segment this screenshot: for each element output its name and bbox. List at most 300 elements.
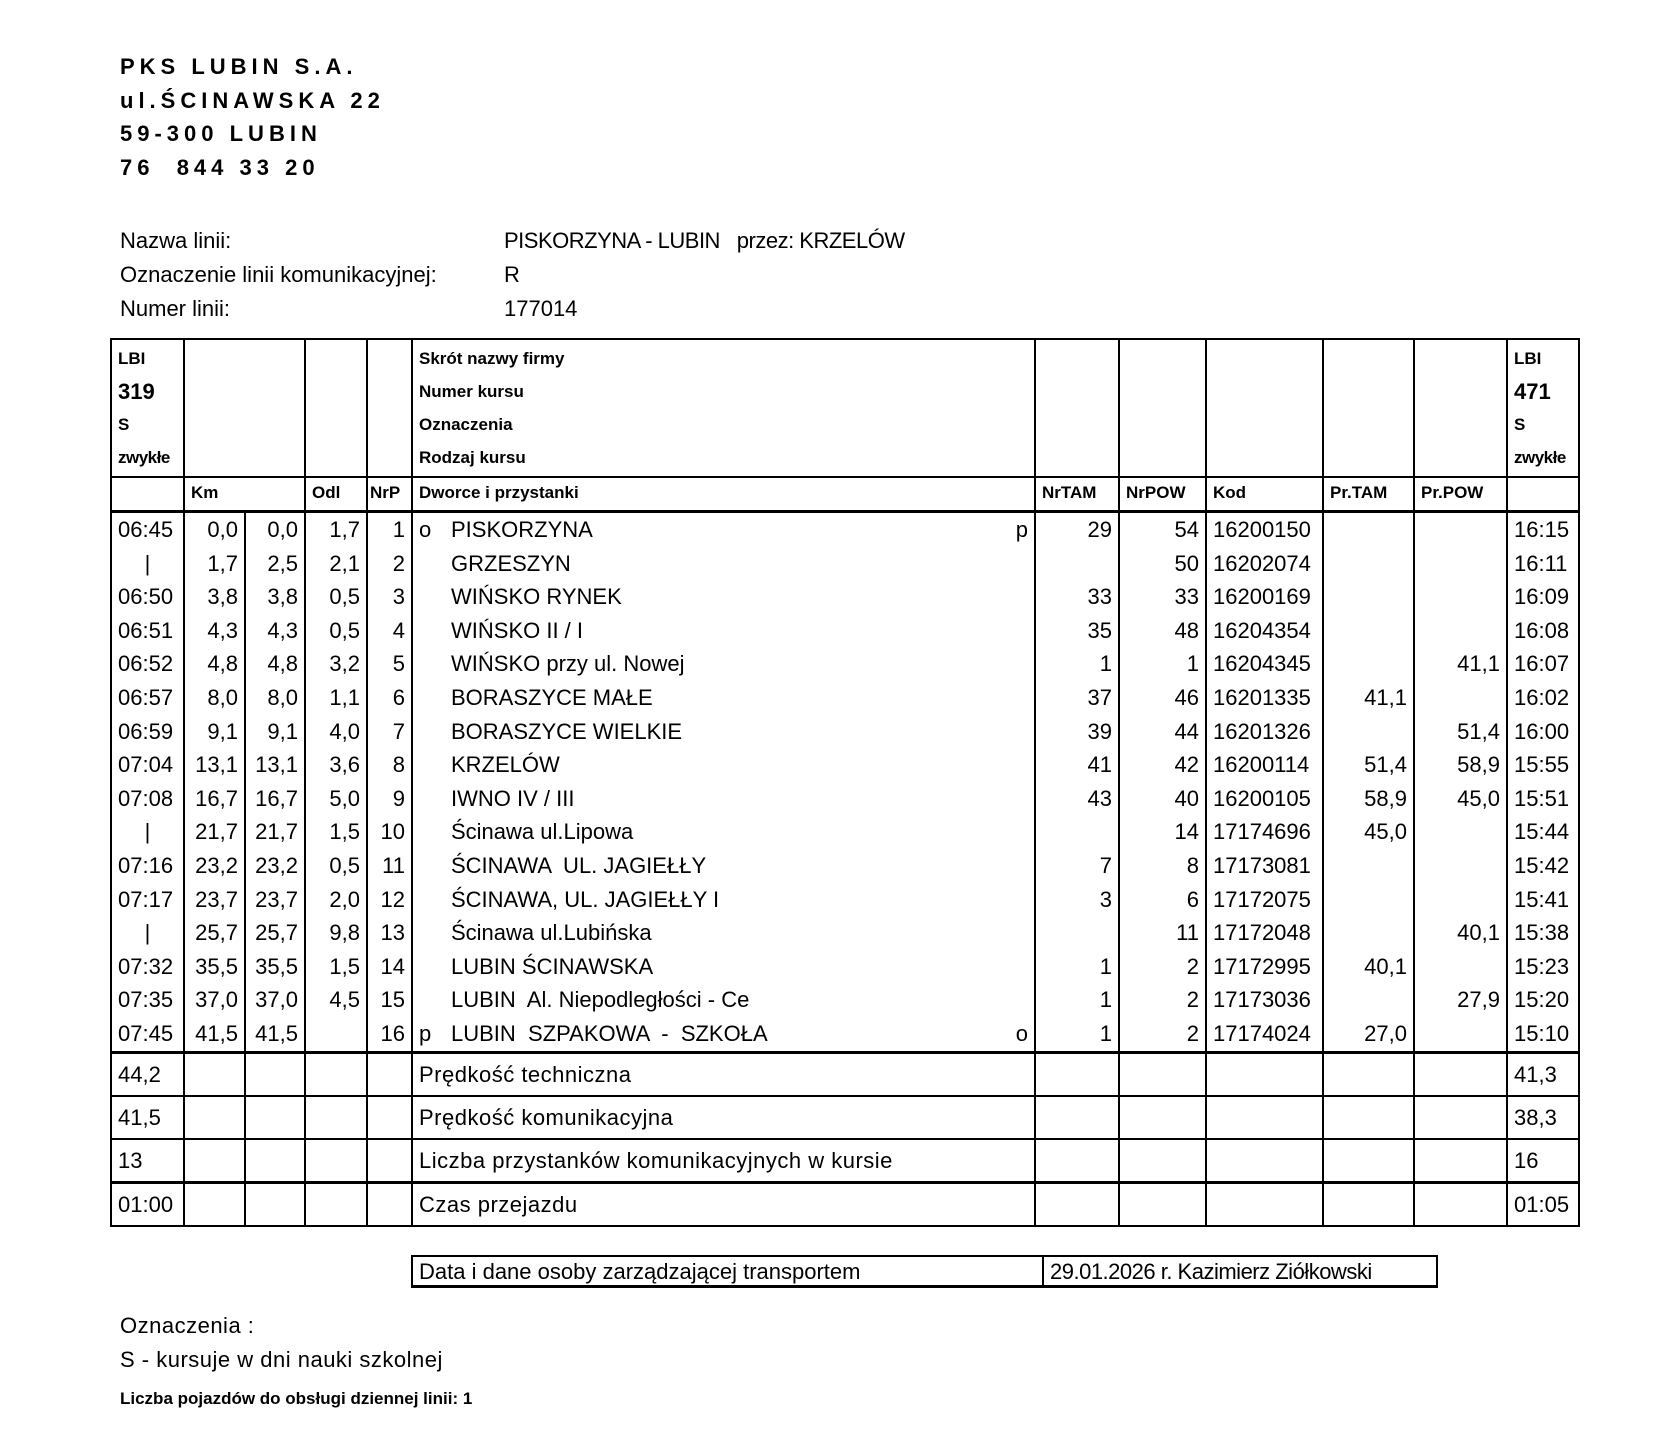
- km-cell: 23,7: [184, 883, 245, 917]
- header-empty-nrtam: [1035, 339, 1119, 477]
- prtam-cell: [1323, 983, 1414, 1017]
- summary-empty: [367, 1139, 412, 1183]
- time-out-cell: 06:57: [111, 681, 184, 715]
- summary-empty: [245, 1182, 305, 1226]
- timetable-row: [111, 1017, 1579, 1052]
- prtam-cell: 27,0: [1323, 1017, 1414, 1052]
- nrpow-cell: 48: [1119, 614, 1206, 648]
- distance-cell: 1,1: [305, 681, 367, 715]
- km-cumulative-cell: 3,8: [245, 580, 305, 614]
- stop-code-cell: 17173081: [1206, 849, 1323, 883]
- time-back-cell: 15:41: [1507, 883, 1579, 917]
- time-back-cell: 16:15: [1507, 512, 1579, 547]
- prpow-cell: 40,1: [1414, 916, 1507, 950]
- legend-item: S - kursuje w dni nauki szkolnej: [120, 1347, 443, 1372]
- prpow-cell: [1414, 512, 1507, 547]
- nrpow-cell: 33: [1119, 580, 1206, 614]
- nrpow-cell: 8: [1119, 849, 1206, 883]
- prpow-cell: [1414, 815, 1507, 849]
- timetable-row: [111, 647, 1579, 681]
- summary-empty: [1414, 1139, 1507, 1183]
- time-out-cell: 06:52: [111, 647, 184, 681]
- course-left-cell: [111, 339, 184, 477]
- station-name: WIŃSKO II / I: [451, 617, 584, 643]
- km-cell: 23,2: [184, 849, 245, 883]
- km-cell: 35,5: [184, 950, 245, 984]
- summary-label: Liczba przystanków komunikacyjnych w kursie: [412, 1139, 1035, 1183]
- km-cumulative-cell: 9,1: [245, 715, 305, 749]
- summary-empty: [184, 1182, 245, 1226]
- summary-right-value: 38,3: [1507, 1096, 1579, 1139]
- nrtam-cell: 41: [1035, 748, 1119, 782]
- distance-cell: 0,5: [305, 614, 367, 648]
- time-out-cell: 07:35: [111, 983, 184, 1017]
- stop-number-cell: 13: [367, 916, 412, 950]
- legend-title: Oznaczenia :: [120, 1313, 255, 1338]
- nrtam-cell: [1035, 916, 1119, 950]
- stop-number-cell: 12: [367, 883, 412, 917]
- station-cell: [412, 748, 1035, 782]
- distance-cell: 0,5: [305, 849, 367, 883]
- prpow-cell: [1414, 681, 1507, 715]
- summary-empty: [305, 1096, 367, 1139]
- course-header-row: [111, 339, 1579, 477]
- summary-empty: [367, 1096, 412, 1139]
- timetable-row: [111, 782, 1579, 816]
- time-back-cell: 16:08: [1507, 614, 1579, 648]
- timetable-row: [111, 681, 1579, 715]
- course-left-company: LBI: [118, 349, 146, 368]
- nrtam-cell: 1: [1035, 983, 1119, 1017]
- time-out-cell: 07:32: [111, 950, 184, 984]
- line-designation-label: Oznaczenie linii komunikacyjnej:: [120, 262, 437, 287]
- summary-empty: [1414, 1182, 1507, 1226]
- km-cell: 16,7: [184, 782, 245, 816]
- summary-empty: [305, 1052, 367, 1096]
- stop-code-cell: 16200169: [1206, 580, 1323, 614]
- summary-row: [111, 1052, 1579, 1096]
- distance-cell: 9,8: [305, 916, 367, 950]
- col-header-time-out: [111, 477, 184, 512]
- prtam-cell: [1323, 614, 1414, 648]
- summary-empty: [1206, 1139, 1323, 1183]
- stop-code-cell: 16201335: [1206, 681, 1323, 715]
- km-cell: 21,7: [184, 815, 245, 849]
- time-out-cell: 07:16: [111, 849, 184, 883]
- distance-cell: 3,6: [305, 748, 367, 782]
- nrpow-cell: 50: [1119, 547, 1206, 581]
- station-name: IWNO IV / III: [451, 785, 575, 811]
- summary-empty: [1414, 1052, 1507, 1096]
- stop-code-cell: 16202074: [1206, 547, 1323, 581]
- km-cell: 13,1: [184, 748, 245, 782]
- summary-left-value: 41,5: [111, 1096, 184, 1139]
- station-cell: [412, 715, 1035, 749]
- stop-number-cell: 7: [367, 715, 412, 749]
- summary-empty: [1035, 1139, 1119, 1183]
- km-cumulative-cell: 8,0: [245, 681, 305, 715]
- summary-empty: [1206, 1182, 1323, 1226]
- prpow-cell: 58,9: [1414, 748, 1507, 782]
- summary-row: [111, 1182, 1579, 1226]
- station-cell: [412, 614, 1035, 648]
- summary-empty: [367, 1182, 412, 1226]
- km-cell: 41,5: [184, 1017, 245, 1052]
- timetable-row: [111, 849, 1579, 883]
- time-out-cell: |: [111, 547, 184, 581]
- time-back-cell: 15:23: [1507, 950, 1579, 984]
- summary-left-value: 01:00: [111, 1182, 184, 1226]
- summary-empty: [1323, 1096, 1414, 1139]
- label-company-short: Skrót nazwy firmy: [419, 349, 565, 368]
- summary-label: Prędkość komunikacyjna: [412, 1096, 1035, 1139]
- prpow-cell: 41,1: [1414, 647, 1507, 681]
- col-header-odl: Odl: [305, 477, 367, 512]
- summary-empty: [184, 1052, 245, 1096]
- station-cell: [412, 547, 1035, 581]
- prtam-cell: 45,0: [1323, 815, 1414, 849]
- station-name: GRZESZYN: [451, 550, 571, 576]
- prpow-cell: [1414, 1017, 1507, 1052]
- km-cell: 8,0: [184, 681, 245, 715]
- time-back-cell: 15:51: [1507, 782, 1579, 816]
- stop-number-cell: 8: [367, 748, 412, 782]
- summary-empty: [184, 1096, 245, 1139]
- manager-value: 29.01.2026 r. Kazimierz Ziółkowski: [1050, 1259, 1372, 1284]
- station-cell: [412, 815, 1035, 849]
- station-cell: [412, 1017, 1035, 1052]
- time-out-cell: 06:50: [111, 580, 184, 614]
- distance-cell: 4,0: [305, 715, 367, 749]
- nrpow-cell: 2: [1119, 950, 1206, 984]
- km-cumulative-cell: 23,2: [245, 849, 305, 883]
- header-empty-km: [184, 339, 305, 477]
- distance-cell: [305, 1017, 367, 1052]
- prpow-cell: [1414, 950, 1507, 984]
- km-cell: 1,7: [184, 547, 245, 581]
- summary-label: Prędkość techniczna: [412, 1052, 1035, 1096]
- km-cell: 0,0: [184, 512, 245, 547]
- station-cell: [412, 983, 1035, 1017]
- line-number-label: Numer linii:: [120, 296, 231, 321]
- prtam-cell: 58,9: [1323, 782, 1414, 816]
- km-cell: 4,8: [184, 647, 245, 681]
- company-name: PKS LUBIN S.A.: [120, 54, 358, 79]
- timetable-row: [111, 580, 1579, 614]
- timetable: [110, 338, 1580, 1227]
- station-cell: [412, 883, 1035, 917]
- km-cumulative-cell: 16,7: [245, 782, 305, 816]
- prtam-cell: [1323, 580, 1414, 614]
- course-labels-cell: [412, 339, 1035, 477]
- prtam-cell: [1323, 547, 1414, 581]
- summary-right-value: 41,3: [1507, 1052, 1579, 1096]
- header-empty-nrpow: [1119, 339, 1206, 477]
- station-name: BORASZYCE WIELKIE: [451, 718, 683, 744]
- stop-number-cell: 9: [367, 782, 412, 816]
- col-header-km: Km: [184, 477, 305, 512]
- nrtam-cell: 1: [1035, 647, 1119, 681]
- km-cell: 37,0: [184, 983, 245, 1017]
- course-left-number: 319: [118, 379, 155, 404]
- nrpow-cell: 54: [1119, 512, 1206, 547]
- time-out-cell: |: [111, 916, 184, 950]
- km-cell: 3,8: [184, 580, 245, 614]
- stop-code-cell: 17172995: [1206, 950, 1323, 984]
- km-cumulative-cell: 4,8: [245, 647, 305, 681]
- nrtam-cell: [1035, 815, 1119, 849]
- company-city: 59-300 LUBIN: [120, 121, 322, 146]
- vehicles-count: Liczba pojazdów do obsługi dziennej linii: 1: [120, 1389, 473, 1408]
- summary-empty: [367, 1052, 412, 1096]
- nrtam-cell: 33: [1035, 580, 1119, 614]
- nrtam-cell: 37: [1035, 681, 1119, 715]
- time-out-cell: 07:17: [111, 883, 184, 917]
- nrtam-cell: 1: [1035, 950, 1119, 984]
- station-name: WIŃSKO RYNEK: [451, 584, 622, 610]
- line-name-label: Nazwa linii:: [120, 228, 232, 253]
- time-back-cell: 15:38: [1507, 916, 1579, 950]
- distance-cell: 1,7: [305, 512, 367, 547]
- km-cell: 4,3: [184, 614, 245, 648]
- summary-empty: [1414, 1096, 1507, 1139]
- distance-cell: 5,0: [305, 782, 367, 816]
- course-right-cell: [1507, 339, 1579, 477]
- stop-code-cell: 17174696: [1206, 815, 1323, 849]
- prtam-cell: [1323, 512, 1414, 547]
- stop-number-cell: 6: [367, 681, 412, 715]
- station-mark-left: o: [419, 517, 432, 542]
- station-mark-right: p: [1015, 517, 1028, 542]
- prtam-cell: [1323, 916, 1414, 950]
- stop-number-cell: 14: [367, 950, 412, 984]
- time-back-cell: 15:44: [1507, 815, 1579, 849]
- prtam-cell: 40,1: [1323, 950, 1414, 984]
- time-back-cell: 15:20: [1507, 983, 1579, 1017]
- station-name: BORASZYCE MAŁE: [451, 684, 653, 710]
- col-header-prpow: Pr.POW: [1414, 477, 1507, 512]
- km-cumulative-cell: 21,7: [245, 815, 305, 849]
- col-header-nrpow: NrPOW: [1119, 477, 1206, 512]
- summary-empty: [1035, 1052, 1119, 1096]
- stop-number-cell: 1: [367, 512, 412, 547]
- km-cumulative-cell: 13,1: [245, 748, 305, 782]
- summary-empty: [1119, 1182, 1206, 1226]
- stop-number-cell: 2: [367, 547, 412, 581]
- station-mark-left: p: [419, 1020, 432, 1046]
- stop-number-cell: 5: [367, 647, 412, 681]
- time-out-cell: 06:59: [111, 715, 184, 749]
- station-cell: [412, 681, 1035, 715]
- nrpow-cell: 1: [1119, 647, 1206, 681]
- nrpow-cell: 42: [1119, 748, 1206, 782]
- timetable-row: [111, 512, 1579, 547]
- summary-row: [111, 1139, 1579, 1183]
- nrtam-cell: 29: [1035, 512, 1119, 547]
- summary-left-value: 13: [111, 1139, 184, 1183]
- time-out-cell: 06:51: [111, 614, 184, 648]
- label-course-number: Numer kursu: [419, 382, 524, 401]
- label-course-type: Rodzaj kursu: [419, 448, 526, 467]
- time-out-cell: |: [111, 815, 184, 849]
- prpow-cell: 45,0: [1414, 782, 1507, 816]
- km-cumulative-cell: 23,7: [245, 883, 305, 917]
- prpow-cell: [1414, 580, 1507, 614]
- stop-number-cell: 16: [367, 1017, 412, 1052]
- timetable-row: [111, 916, 1579, 950]
- company-phone: 76 844 33 20: [120, 155, 320, 180]
- summary-empty: [305, 1139, 367, 1183]
- station-cell: [412, 647, 1035, 681]
- station-cell: [412, 950, 1035, 984]
- timetable-row: [111, 547, 1579, 581]
- km-cell: 9,1: [184, 715, 245, 749]
- nrpow-cell: 2: [1119, 983, 1206, 1017]
- station-cell: [412, 580, 1035, 614]
- prpow-cell: 51,4: [1414, 715, 1507, 749]
- time-back-cell: 15:42: [1507, 849, 1579, 883]
- stop-code-cell: 16200150: [1206, 512, 1323, 547]
- course-left-type: zwykłe: [118, 448, 170, 467]
- timetable-row: [111, 614, 1579, 648]
- prpow-cell: 27,9: [1414, 983, 1507, 1017]
- summary-left-value: 44,2: [111, 1052, 184, 1096]
- km-cumulative-cell: 4,3: [245, 614, 305, 648]
- prtam-cell: [1323, 647, 1414, 681]
- time-back-cell: 15:10: [1507, 1017, 1579, 1052]
- time-back-cell: 16:00: [1507, 715, 1579, 749]
- distance-cell: 1,5: [305, 815, 367, 849]
- course-right-type: zwykłe: [1514, 448, 1566, 467]
- stop-number-cell: 3: [367, 580, 412, 614]
- stop-number-cell: 15: [367, 983, 412, 1017]
- col-header-stations: Dworce i przystanki: [412, 477, 1035, 512]
- stop-code-cell: 16204354: [1206, 614, 1323, 648]
- distance-cell: 2,1: [305, 547, 367, 581]
- time-out-cell: 07:04: [111, 748, 184, 782]
- prpow-cell: [1414, 547, 1507, 581]
- header-empty-nrp: [367, 339, 412, 477]
- prpow-cell: [1414, 849, 1507, 883]
- prtam-cell: 51,4: [1323, 748, 1414, 782]
- course-left-marks: S: [118, 415, 130, 434]
- nrtam-cell: 35: [1035, 614, 1119, 648]
- station-mark-right: o: [1015, 1020, 1028, 1046]
- stop-code-cell: 16204345: [1206, 647, 1323, 681]
- col-header-time-back: [1507, 477, 1579, 512]
- col-header-nrp: NrP: [367, 477, 412, 512]
- summary-empty: [245, 1052, 305, 1096]
- summary-empty: [1206, 1052, 1323, 1096]
- nrpow-cell: 2: [1119, 1017, 1206, 1052]
- prtam-cell: [1323, 849, 1414, 883]
- stop-code-cell: 16200114: [1206, 748, 1323, 782]
- column-header-row: [111, 477, 1579, 512]
- distance-cell: 3,2: [305, 647, 367, 681]
- nrtam-cell: 7: [1035, 849, 1119, 883]
- summary-empty: [1323, 1052, 1414, 1096]
- course-right-company: LBI: [1514, 349, 1542, 368]
- stop-number-cell: 4: [367, 614, 412, 648]
- summary-empty: [1206, 1096, 1323, 1139]
- distance-cell: 1,5: [305, 950, 367, 984]
- header-empty-odl: [305, 339, 367, 477]
- summary-right-value: 01:05: [1507, 1182, 1579, 1226]
- km-cumulative-cell: 25,7: [245, 916, 305, 950]
- time-back-cell: 16:07: [1507, 647, 1579, 681]
- stop-code-cell: 16200105: [1206, 782, 1323, 816]
- km-cumulative-cell: 2,5: [245, 547, 305, 581]
- time-back-cell: 16:02: [1507, 681, 1579, 715]
- timetable-row: [111, 748, 1579, 782]
- nrpow-cell: 11: [1119, 916, 1206, 950]
- label-marks: Oznaczenia: [419, 415, 513, 434]
- prtam-cell: [1323, 883, 1414, 917]
- summary-label: Czas przejazdu: [412, 1182, 1035, 1226]
- nrpow-cell: 44: [1119, 715, 1206, 749]
- nrtam-cell: 39: [1035, 715, 1119, 749]
- col-header-nrtam: NrTAM: [1035, 477, 1119, 512]
- station-name: Ścinawa ul.Lipowa: [451, 819, 634, 845]
- nrtam-cell: 1: [1035, 1017, 1119, 1052]
- summary-empty: [1119, 1139, 1206, 1183]
- summary-empty: [305, 1182, 367, 1226]
- timetable-row: [111, 815, 1579, 849]
- timetable-row: [111, 715, 1579, 749]
- header-empty-prtam: [1323, 339, 1414, 477]
- stop-code-cell: 17172048: [1206, 916, 1323, 950]
- stop-number-cell: 10: [367, 815, 412, 849]
- stop-code-cell: 17172075: [1206, 883, 1323, 917]
- time-back-cell: 16:09: [1507, 580, 1579, 614]
- summary-empty: [1035, 1096, 1119, 1139]
- station-name: Ścinawa ul.Lubińska: [451, 920, 652, 946]
- summary-empty: [1323, 1182, 1414, 1226]
- col-header-kod: Kod: [1206, 477, 1323, 512]
- prtam-cell: [1323, 715, 1414, 749]
- km-cell: 25,7: [184, 916, 245, 950]
- line-name-value: PISKORZYNA - LUBIN przez: KRZELÓW: [504, 228, 905, 253]
- station-name: WIŃSKO przy ul. Nowej: [451, 651, 685, 677]
- time-back-cell: 15:55: [1507, 748, 1579, 782]
- time-out-cell: 07:08: [111, 782, 184, 816]
- summary-empty: [245, 1139, 305, 1183]
- station-name: ŚCINAWA, UL. JAGIEŁŁY I: [451, 886, 720, 912]
- station-name: LUBIN SZPAKOWA - SZKOŁA: [451, 1020, 768, 1046]
- km-cumulative-cell: 0,0: [245, 512, 305, 547]
- prtam-cell: 41,1: [1323, 681, 1414, 715]
- station-name: LUBIN ŚCINAWSKA: [451, 953, 654, 979]
- line-designation-value: R: [504, 262, 520, 287]
- station-cell: [412, 916, 1035, 950]
- summary-empty: [1119, 1096, 1206, 1139]
- km-cumulative-cell: 37,0: [245, 983, 305, 1017]
- nrpow-cell: 46: [1119, 681, 1206, 715]
- timetable-row: [111, 883, 1579, 917]
- distance-cell: 4,5: [305, 983, 367, 1017]
- course-right-number: 471: [1514, 379, 1551, 404]
- company-street: ul.ŚCINAWSKA 22: [120, 88, 385, 113]
- nrpow-cell: 6: [1119, 883, 1206, 917]
- station-name: ŚCINAWA UL. JAGIEŁŁY: [451, 852, 707, 878]
- km-cumulative-cell: 35,5: [245, 950, 305, 984]
- manager-label: Data i dane osoby zarządzającej transportem: [413, 1257, 1044, 1285]
- prpow-cell: [1414, 614, 1507, 648]
- time-out-cell: 07:45: [111, 1017, 184, 1052]
- stop-code-cell: 17173036: [1206, 983, 1323, 1017]
- time-back-cell: 16:11: [1507, 547, 1579, 581]
- prpow-cell: [1414, 883, 1507, 917]
